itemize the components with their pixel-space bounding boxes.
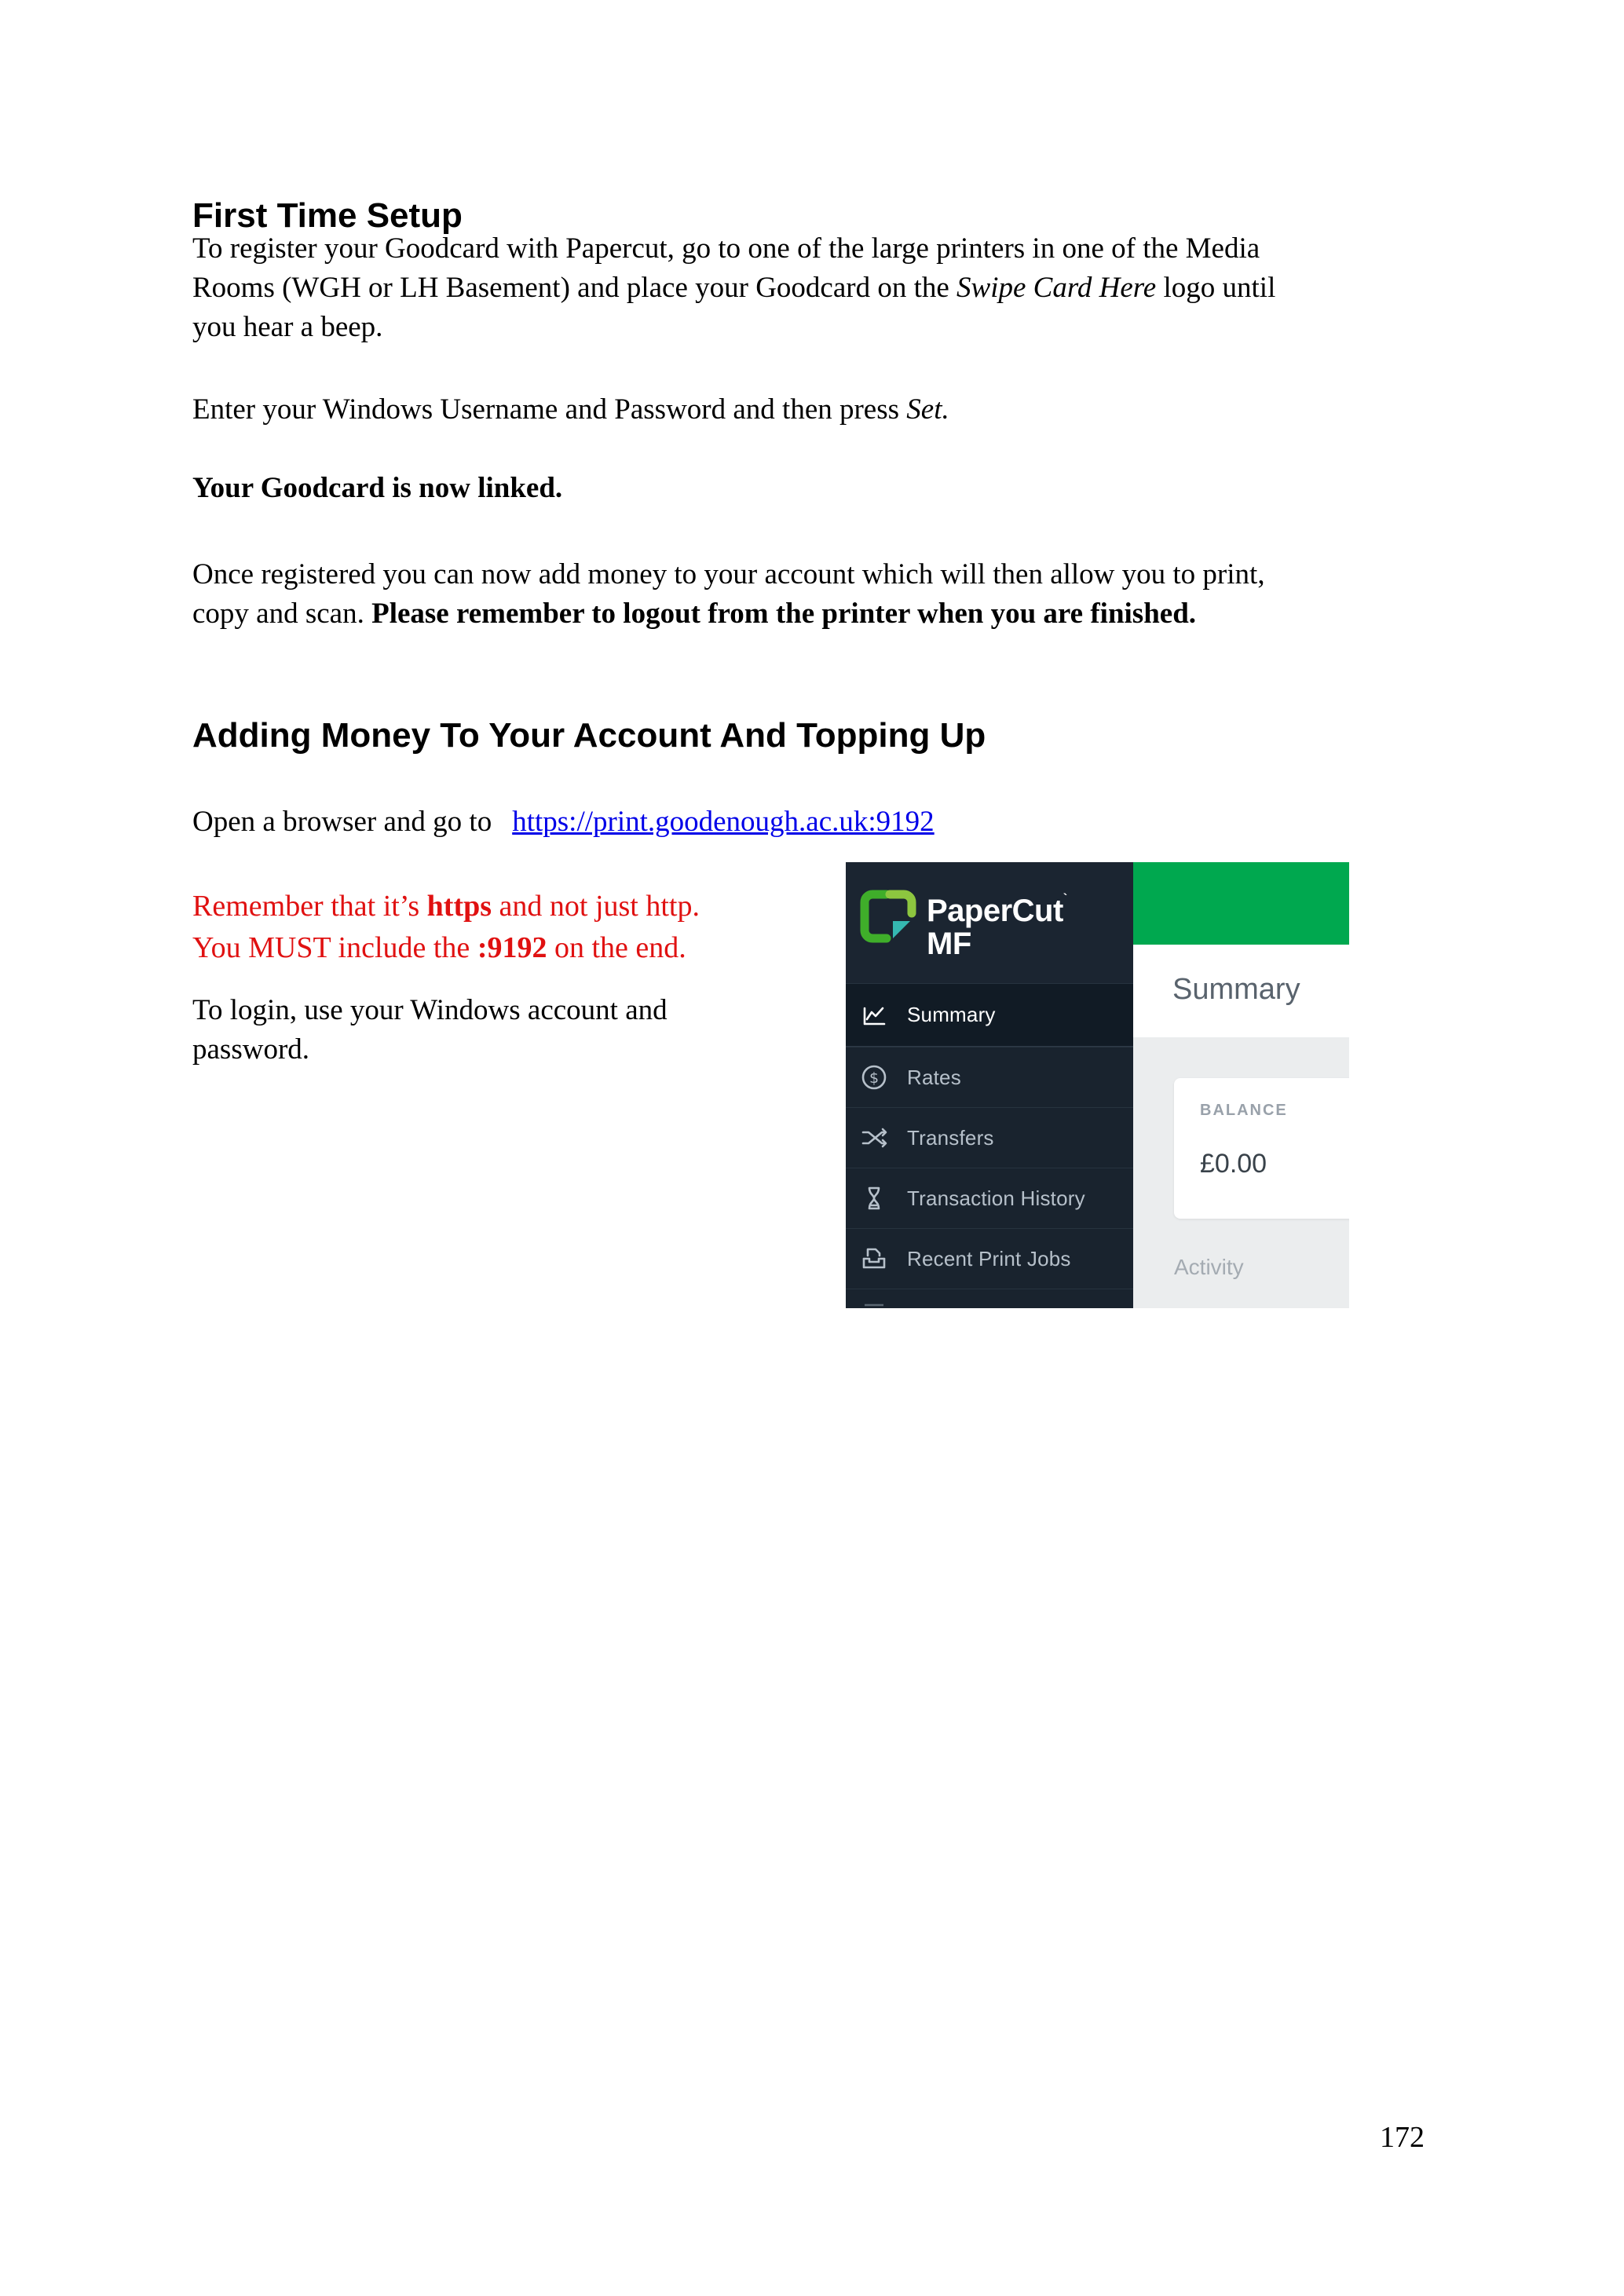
paragraph-line: To register your Goodcard with Papercut, go to one of the large printers in one of the Media bbox=[192, 232, 1260, 265]
nav-item-transfers: Transfers bbox=[846, 1107, 1133, 1168]
balance-card bbox=[1174, 1078, 1349, 1219]
activity-section-label: Activity bbox=[1174, 1255, 1244, 1279]
nav-item-partial bbox=[846, 1289, 1133, 1308]
summary-page-title: Summary bbox=[1172, 973, 1300, 1006]
print-jobs-tray-icon bbox=[858, 1245, 890, 1273]
goodcard-linked-text: Your Goodcard is now linked. bbox=[192, 472, 563, 504]
papercut-wordmark: PaperCut` MF bbox=[927, 892, 1067, 961]
port-bold: :9192 bbox=[477, 931, 547, 964]
paragraph-line: copy and scan. Please remember to logout from the printer when you are finished. bbox=[192, 598, 1197, 630]
summary-chart-icon bbox=[858, 1002, 890, 1029]
rates-dollar-icon bbox=[858, 1063, 890, 1091]
green-header-bar bbox=[1133, 862, 1349, 945]
nav-item-summary: Summary bbox=[846, 983, 1133, 1047]
papercut-screenshot-image bbox=[846, 862, 1349, 1308]
balance-value: £0.00 bbox=[1200, 1149, 1267, 1179]
transfers-shuffle-icon bbox=[858, 1124, 890, 1152]
papercut-logo bbox=[846, 862, 1133, 983]
paragraph-line: To login, use your Windows account and bbox=[192, 994, 668, 1026]
nav-item-rates: $ Rates bbox=[846, 1047, 1133, 1107]
set-italic: Set. bbox=[906, 393, 949, 426]
clipped-icon bbox=[858, 1292, 890, 1308]
https-bold: https bbox=[426, 890, 492, 923]
trademark-tick: ` bbox=[1063, 892, 1067, 905]
paragraph-once-registered bbox=[192, 555, 1265, 634]
papercut-content bbox=[1133, 862, 1349, 1308]
paragraph-line: Once registered you can now add money to your account which will then allow you to print, bbox=[192, 558, 1265, 590]
warning-text-red bbox=[192, 886, 700, 969]
paragraph-register bbox=[192, 229, 1275, 347]
paragraph-line: password. bbox=[192, 1033, 310, 1066]
paragraph-login bbox=[192, 991, 668, 1069]
nav-item-transaction-history: Transaction History bbox=[846, 1168, 1133, 1228]
paragraph-enter-credentials: Enter your Windows Username and Password and then press Set. bbox=[192, 393, 949, 426]
paragraph-line: you hear a beep. bbox=[192, 311, 383, 343]
papercut-sidebar bbox=[846, 862, 1133, 1308]
paragraph-line: Rooms (WGH or LH Basement) and place your Goodcard on the Swipe Card Here logo until bbox=[192, 272, 1276, 304]
svg-text:$: $ bbox=[869, 1069, 880, 1087]
papercut-mf-label: MF bbox=[927, 927, 971, 961]
page-number: 172 bbox=[1380, 2121, 1425, 2154]
print-portal-link[interactable]: https://print.goodenough.ac.uk:9192 bbox=[512, 806, 935, 838]
page-title: First Time Setup bbox=[192, 196, 463, 235]
nav-item-recent-print-jobs: Recent Print Jobs bbox=[846, 1228, 1133, 1289]
summary-header-band bbox=[1133, 945, 1349, 1037]
balance-label: BALANCE bbox=[1200, 1102, 1288, 1119]
transaction-history-hourglass-icon bbox=[858, 1185, 890, 1212]
papercut-logo-icon bbox=[860, 888, 916, 945]
swipe-card-here-italic: Swipe Card Here bbox=[956, 272, 1157, 304]
section-title-adding-money: Adding Money To Your Account And Topping Up bbox=[192, 716, 986, 755]
logout-reminder-bold: Please remember to logout from the printer when you are finished. bbox=[371, 598, 1197, 630]
warning-line: You MUST include the :9192 on the end. bbox=[192, 931, 686, 964]
paragraph-open-browser: Open a browser and go to https://print.goodenough.ac.uk:9192 bbox=[192, 806, 935, 838]
papercut-nav bbox=[846, 983, 1133, 1308]
warning-line: Remember that it’s https and not just http. bbox=[192, 890, 700, 923]
